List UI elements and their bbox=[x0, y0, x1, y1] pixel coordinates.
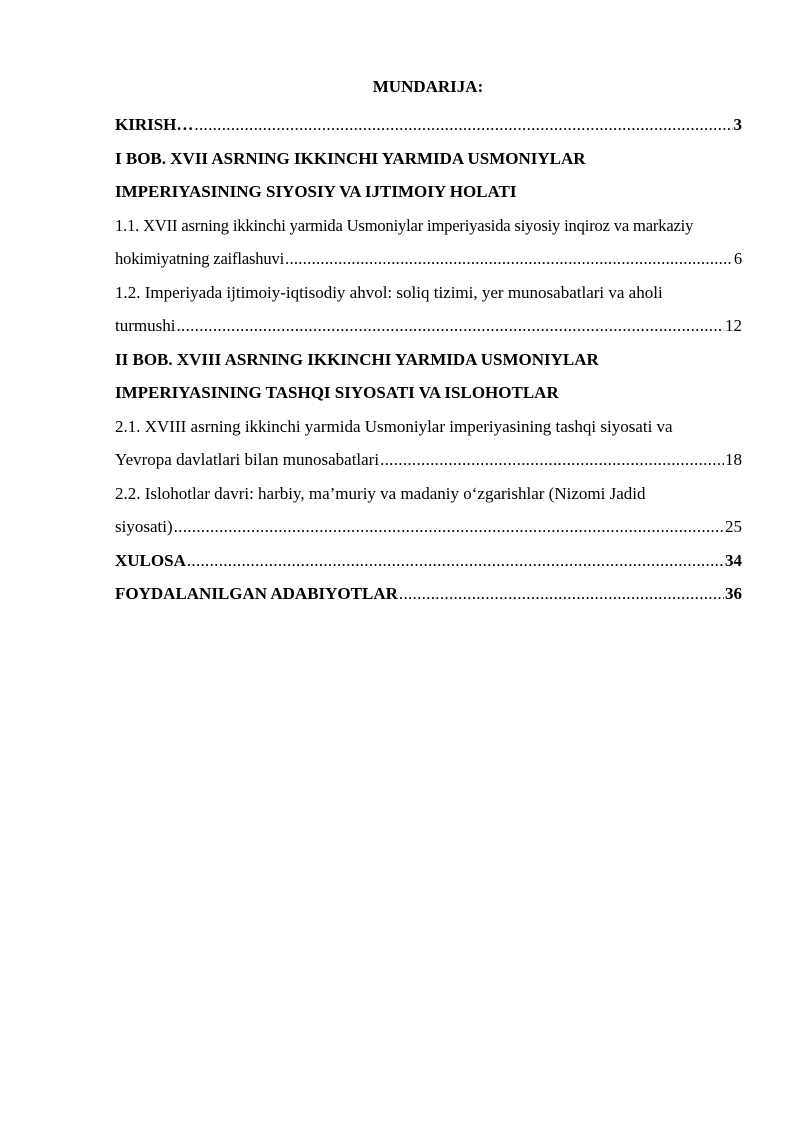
toc-entry-text: 1.1. XVII asrning ikkinchi yarmida Usmoniylar imperiyasida siyosiy inqiroz va markaziy bbox=[115, 215, 694, 235]
chapter-heading-text: II BOB. XVIII ASRNING IKKINCHI YARMIDA USMONIYLAR bbox=[115, 349, 599, 369]
toc-page-number: 34 bbox=[725, 550, 742, 570]
toc-entry-adabiyotlar bbox=[115, 577, 742, 611]
dot-leader bbox=[380, 443, 724, 477]
toc-entry-2-2-line-1 bbox=[115, 477, 742, 511]
chapter-heading-text: IMPERIYASINING TASHQI SIYOSATI VA ISLOHOTLAR bbox=[115, 383, 559, 402]
toc-page-number: 3 bbox=[733, 115, 742, 134]
toc-entry-text: 2.1. XVIII asrning ikkinchi yarmida Usmoniylar imperiyasining tashqi siyosati va bbox=[115, 416, 673, 436]
toc-entry-label: siyosati) bbox=[115, 517, 173, 536]
toc-entry-label: KIRISH… bbox=[115, 115, 194, 134]
toc-entry-2-2-line-2 bbox=[115, 510, 742, 544]
toc-entry-text: 2.2. Islohotlar davri: harbiy, ma’muriy va madaniy o‘zgarishlar (Nizomi Jadid bbox=[115, 483, 646, 503]
toc-entry-label: XULOSA bbox=[115, 550, 186, 570]
toc-entry-label: turmushi bbox=[115, 316, 176, 335]
chapter-heading-2-line-1 bbox=[115, 343, 742, 377]
toc-page-number: 6 bbox=[733, 249, 742, 268]
table-of-contents bbox=[115, 108, 742, 611]
toc-page-number: 25 bbox=[725, 517, 742, 536]
toc-entry-xulosa bbox=[115, 544, 742, 578]
chapter-heading-2-line-2 bbox=[115, 376, 742, 410]
toc-entry-label: hokimiyatning zaiflashuvi bbox=[115, 249, 285, 268]
dot-leader bbox=[176, 309, 724, 343]
chapter-heading-1-line-2 bbox=[115, 175, 742, 209]
dot-leader bbox=[399, 577, 724, 611]
toc-entry-1-1-line-2 bbox=[115, 242, 742, 276]
toc-entry-2-1-line-2 bbox=[115, 443, 742, 477]
toc-entry-label: FOYDALANILGAN ADABIYOTLAR bbox=[115, 584, 398, 603]
chapter-heading-1-line-1 bbox=[115, 142, 742, 176]
toc-entry-2-1-line-1 bbox=[115, 410, 742, 444]
toc-page-number: 12 bbox=[725, 316, 742, 335]
toc-entry-text: 1.2. Imperiyada ijtimoiy-iqtisodiy ahvol: soliq tizimi, yer munosabatlari va aholi bbox=[115, 282, 663, 302]
toc-entry-label: Yevropa davlatlari bilan munosabatlari bbox=[115, 450, 380, 469]
toc-title: MUNDARIJA: bbox=[372, 77, 484, 96]
chapter-heading-text: I BOB. XVII ASRNING IKKINCHI YARMIDA USMONIYLAR bbox=[115, 148, 586, 168]
toc-entry-1-2-line-2 bbox=[115, 309, 742, 343]
toc-entry-kirish bbox=[115, 108, 742, 142]
dot-leader bbox=[285, 242, 733, 276]
chapter-heading-text: IMPERIYASINING SIYOSIY VA IJTIMOIY HOLATI bbox=[115, 182, 517, 201]
toc-page-number: 36 bbox=[725, 584, 742, 603]
toc-page-number: 18 bbox=[725, 450, 742, 469]
toc-entry-1-2-line-1 bbox=[115, 276, 742, 310]
toc-entry-1-1-line-1 bbox=[115, 209, 742, 243]
dot-leader bbox=[174, 510, 724, 544]
dot-leader bbox=[194, 108, 732, 142]
dot-leader bbox=[187, 544, 724, 578]
